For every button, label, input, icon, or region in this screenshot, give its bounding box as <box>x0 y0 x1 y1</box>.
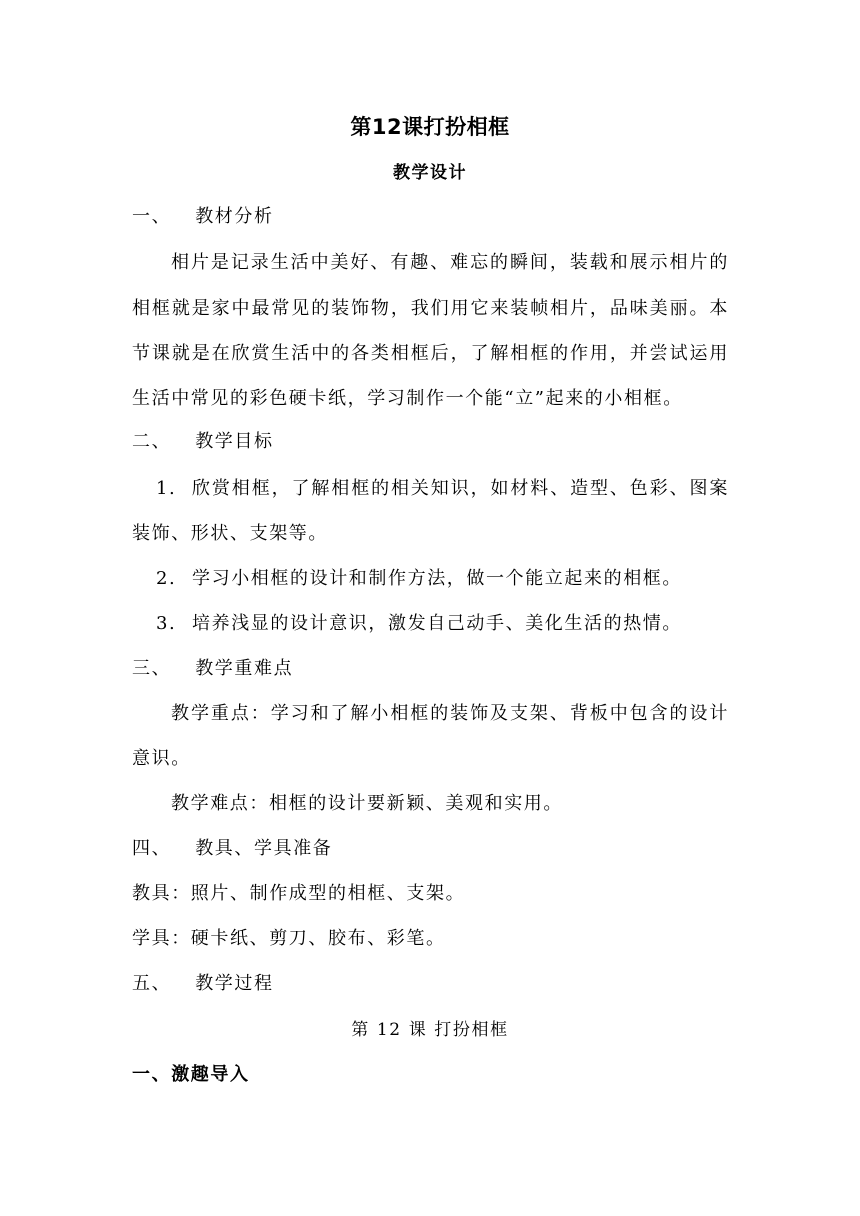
goal-1-line-2: 装饰、形状、支架等。 <box>132 523 328 544</box>
section-heading-materials <box>132 836 332 862</box>
section-number: 四、 <box>132 838 172 859</box>
process-step-1: 一、激趣导入 <box>132 1064 250 1085</box>
focus-line-2: 意识。 <box>132 748 191 769</box>
section-title: 教材分析 <box>195 206 274 227</box>
analysis-line-4: 生活中常见的彩色硬卡纸，学习制作一个能“立”起来的小相框。 <box>132 388 683 409</box>
section-heading-process <box>132 971 274 997</box>
section-title: 教学目标 <box>195 431 274 452</box>
teacher-materials: 教具：照片、制作成型的相框、支架。 <box>132 883 466 904</box>
goal-3-number: 3. <box>156 613 177 634</box>
process-lesson-title: 第 12 课 打扮相框 <box>351 1020 509 1040</box>
section-heading-goals <box>132 429 274 455</box>
section-title: 教具、学具准备 <box>195 838 333 859</box>
analysis-line-2: 相框就是家中最常见的装饰物，我们用它来装帧相片，品味美丽。本 <box>132 298 729 319</box>
analysis-line-3: 节课就是在欣赏生活中的各类相框后，了解相框的作用，并尝试运用 <box>132 343 729 364</box>
section-title: 教学重难点 <box>195 658 294 679</box>
section-number: 一、 <box>132 206 172 227</box>
focus-line-1: 教学重点：学习和了解小相框的装饰及支架、背板中包含的设计 <box>171 703 729 724</box>
section-number: 二、 <box>132 431 172 452</box>
document-title: 第12课打扮相框 <box>350 115 510 139</box>
student-materials: 学具：硬卡纸、剪刀、胶布、彩笔。 <box>132 928 446 949</box>
section-number: 三、 <box>132 658 172 679</box>
section-heading-keypoints <box>132 656 293 682</box>
difficulty-text: 教学难点：相框的设计要新颖、美观和实用。 <box>171 793 563 814</box>
goal-2-number: 2. <box>156 568 177 589</box>
goal-1-line-1: 欣赏相框，了解相框的相关知识，如材料、造型、色彩、图案 <box>192 478 729 499</box>
goal-3-text: 培养浅显的设计意识，激发自己动手、美化生活的热情。 <box>192 613 682 634</box>
analysis-line-1: 相片是记录生活中美好、有趣、难忘的瞬间，装载和展示相片的 <box>171 252 729 273</box>
section-number: 五、 <box>132 973 172 994</box>
section-heading-analysis <box>132 204 274 230</box>
goal-1-number: 1. <box>156 478 177 499</box>
section-title: 教学过程 <box>195 973 274 994</box>
goal-2-text: 学习小相框的设计和制作方法，做一个能立起来的相框。 <box>192 568 682 589</box>
document-subtitle: 教学设计 <box>393 163 467 183</box>
